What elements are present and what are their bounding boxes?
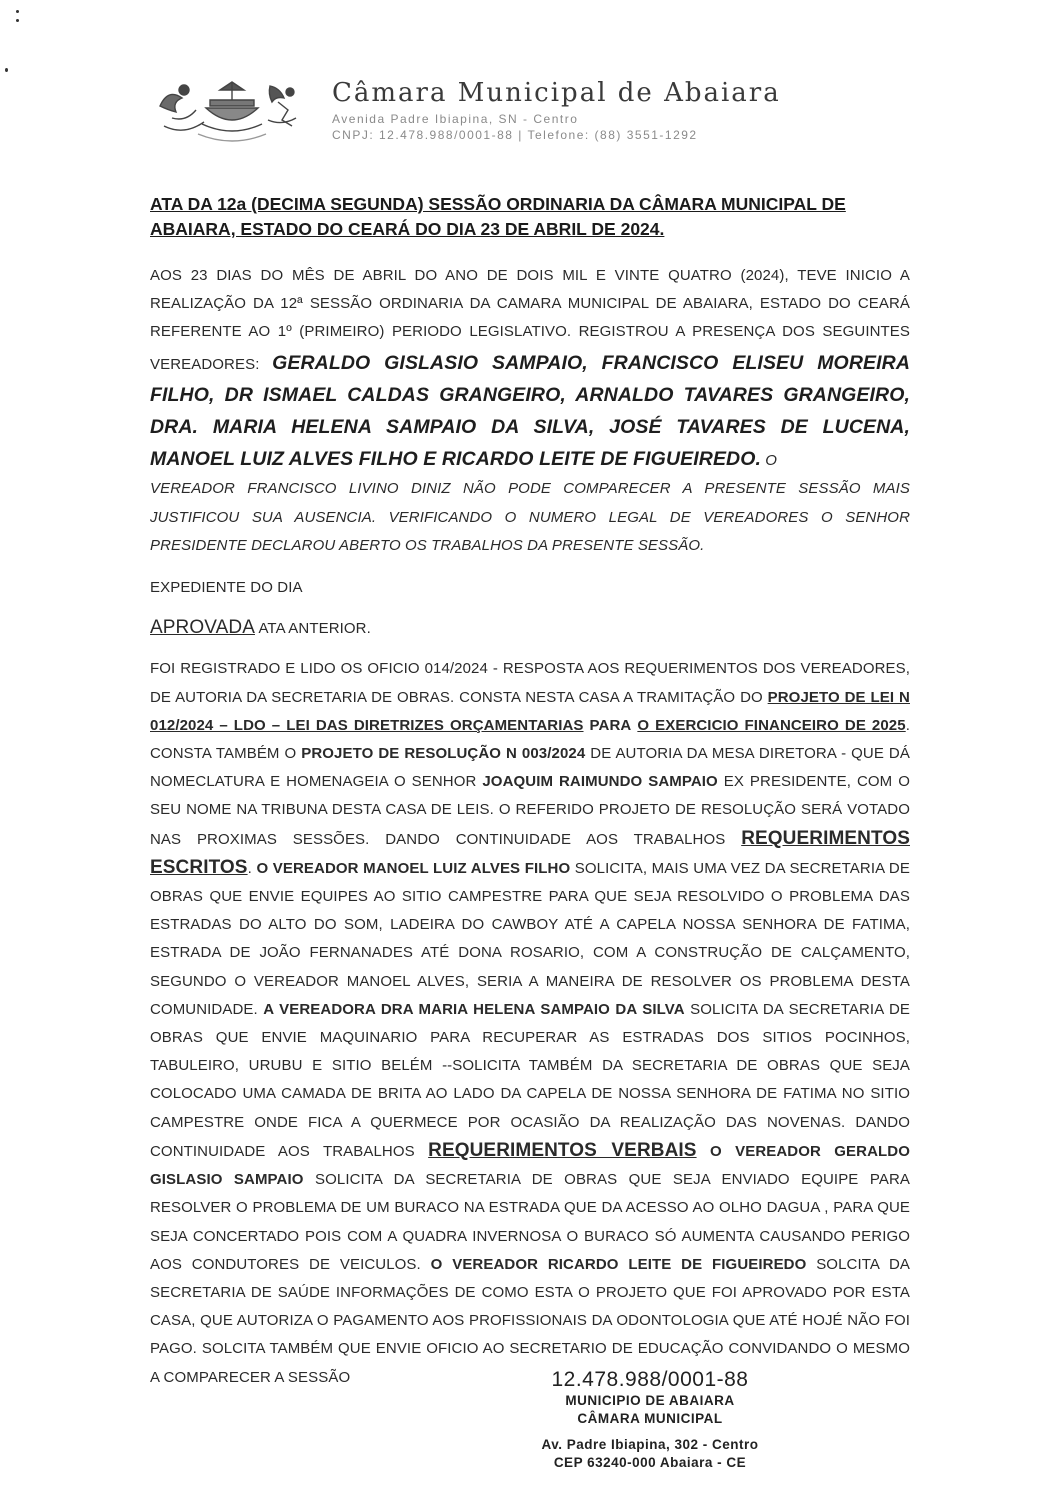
requerimentos-verbais-heading: REQUERIMENTOS VERBAIS [428, 1139, 697, 1161]
opening-text: AOS 23 DIAS DO MÊS DE ABRIL DO ANO DE DOIS MIL E VINTE QUATRO (2024), TEVE INICIO A REALIZAÇÃO DA 12ª SESSÃO ORDINARIA DA CAMARA MUNICIPAL DE ABAIARA, ESTADO DO CEARÁ REFERENTE AO 1º (PRIMEIRO) PERIODO LEGISLATIVO. REGISTROU A PRESENÇA DOS SEGUINTES VEREADORES: [150, 267, 910, 373]
aprovada-label: APROVADA [150, 617, 255, 639]
municipal-stamp [500, 1368, 800, 1472]
opening-connector: O [765, 452, 778, 470]
present-councillors: GERALDO GISLASIO SAMPAIO, FRANCISCO ELISEU MOREIRA FILHO, DR ISMAEL CALDAS GRANGEIRO, ARNALDO TAVARES GRANGEIRO, DRA. MARIA HELENA SAMPAIO DA SILVA, JOSÉ TAVARES DE LUCENA, MANOEL LUIZ ALVES FILHO E RICARDO LEITE DE FIGUEIREDO. [150, 351, 910, 471]
projeto-resolucao: PROJETO DE RESOLUÇÃO N 003/2024 [301, 745, 586, 763]
letterhead-address: Avenida Padre Ibiapina, SN - Centro [332, 112, 579, 126]
expediente-heading: EXPEDIENTE DO DIA [150, 579, 303, 597]
aprovada-text: ATA ANTERIOR. [258, 620, 371, 638]
main-text: . CONSTA TAMBÉM O [150, 716, 910, 763]
main-text: PARA [589, 716, 632, 734]
letterhead [150, 76, 910, 156]
exercicio-financeiro: O EXERCICIO FINANCEIRO DE 2025 [637, 716, 906, 734]
requerimentos-escritos-heading: REQUERIMENTOS ESCRITOS [150, 827, 910, 878]
main-text: DE AUTORIA DA MESA DIRETORA - QUE DÁ NOMECLATURA E HOMENAGEIA O SENHOR [150, 745, 910, 791]
main-text: SOLCITA DA SECRETARIA DE SAÚDE INFORMAÇÕES DE COMO ESTA O PROJETO QUE FOI APROVADO POR ESTA CASA, QUE AUTORIZA O PAGAMENTO AOS PROFISSIONAIS DA ODONTOLOGIA QUE ATÉ HOJÉ NÃO FOI PAGO. SOLCITA TAMBÉM QUE ENVIE OFICIO AO SECRETARIO DE EDUCAÇÃO CONVIDANDO O MESMO A COMPARECER A SESSÃO [150, 1255, 910, 1386]
vereador-geraldo: VEREADOR GERALDO GISLASIO SAMPAIO [150, 1142, 910, 1189]
letterhead-contact: CNPJ: 12.478.988/0001-88 | Telefone: (88) 3551-1292 [332, 128, 698, 142]
stamp-line-camara: CÂMARA MUNICIPAL [577, 1411, 723, 1426]
projeto-lei: PROJETO DE LEI N 012/2024 – LDO – LEI DAS DIRETRIZES ORÇAMENTARIAS [150, 688, 910, 734]
stamp-line-address: Av. Padre Ibiapina, 302 - Centro [541, 1437, 759, 1452]
document-body [150, 262, 910, 1392]
main-text: . [247, 859, 252, 877]
main-text: EX PRESIDENTE, COM O SEU NOME NA TRIBUNA DESTA CASA DE LEIS. O REFERIDO PROJETO DE RESOLUÇÃO SERÁ VOTADO NAS PROXIMAS SESSÕES. DANDO CONTINUIDADE AOS TRABALHOS [150, 773, 910, 848]
aprovada-line [150, 614, 910, 643]
scan-speck [5, 68, 8, 72]
vereadora-maria-helena: A VEREADORA DRA MARIA HELENA SAMPAIO DA SILVA [263, 1000, 685, 1018]
stamp-line-cep: CEP 63240-000 Abaiara - CE [553, 1455, 747, 1470]
scan-speck [16, 19, 19, 22]
main-text: FOI REGISTRADO E LIDO OS OFICIO 014/2024 - RESPOSTA AOS REQUERIMENTOS DOS VEREADORES, DE AUTORIA DA SECRETARIA DE OBRAS. CONSTA NESTA CASA A TRAMITAÇÃO DO [150, 660, 910, 706]
opening-paragraph [150, 262, 910, 475]
main-text: SOLICITA DA SECRETARIA DE OBRAS QUE ENVIE MAQUINARIO PARA RECUPERAR AS ESTRADAS DOS SITIOS POCINHOS, TABULEIRO, URUBU E SITIO BELÉM --SOLICITA TAMBÉM DA SECRETARIA DE OBRAS QUE SEJA COLOCADO UMA CAMADA DE BRITA AO LADO DA CAPELA DE NOSSA SENHORA DE FATIMA NO SITIO CAMPESTRE ONDE FICA A QUERMECE POR OCASIÃO DA REALIZAÇÃO DAS NOVENAS. DANDO CONTINUIDADE AOS TRABALHOS [150, 1000, 910, 1160]
main-text: . [253, 1000, 258, 1018]
document-title: ATA DA 12a (DECIMA SEGUNDA) SESSÃO ORDINARIA DA CÂMARA MUNICIPAL DE ABAIARA, ESTADO DO CEARÁ DO DIA 23 DE ABRIL DE 2024. [150, 194, 846, 239]
stamp-cnpj: 12.478.988/0001-88 [551, 1368, 749, 1391]
main-text: SOLICITA DA SECRETARIA DE OBRAS QUE SEJA ENVIADO EQUIPE PARA RESOLVER O PROBLEMA DE UM BURACO NA ESTRADA QUE DA ACESSO AO OLHO DAGUA , PARA QUE SEJA CONCERTADO POIS COM A QUADRA INVERNOSA O BURACO SÓ AUMENTA CAUSANDO PERIGO AOS CONDUTORES DE VEICULOS. [150, 1171, 910, 1273]
main-paragraph [150, 655, 910, 1391]
scan-speck [16, 10, 19, 13]
stamp-line-municipio: MUNICIPIO DE ABAIARA [565, 1393, 735, 1408]
absence-paragraph: VEREADOR FRANCISCO LIVINO DINIZ NÃO PODE COMPARECER A PRESENTE SESSÃO MAIS JUSTIFICOU SUA AUSENCIA. VERIFICANDO O NUMERO LEGAL DE VEREADORES O SENHOR PRESIDENTE DECLAROU ABERTO OS TRABALHOS DA PRESENTE SESSÃO. [150, 480, 910, 554]
honoree-name: JOAQUIM RAIMUNDO SAMPAIO [482, 773, 718, 791]
letterhead-title: Câmara Municipal de Abaiara [332, 78, 781, 108]
vereador-manoel: O VEREADOR MANOEL LUIZ ALVES FILHO [256, 859, 571, 877]
main-text: SOLICITA, MAIS UMA VEZ DA SECRETARIA DE OBRAS QUE ENVIE EQUIPES AO SITIO CAMPESTRE PARA QUE SEJA RESOLVIDO O PROBLEMA DAS ESTRADAS DO ALTO DO SOM, LADEIRA DO CAWBOY ATÉ A CAPELA NOSSA SENHORA DE FATIMA, ESTRADA DE JOÃO FERNANADES ATÉ DONA ROSARIO, COM A CONSTRUÇÃO DE CALÇAMENTO, SEGUNDO O VEREADOR MANOEL ALVES, SERIA A MANEIRA DE RESOLVER OS PROBLEMA DESTA COMUNIDADE [150, 859, 910, 1018]
vereador-ricardo: O VEREADOR RICARDO LEITE DE FIGUEIREDO [430, 1255, 807, 1273]
main-text: O [709, 1142, 722, 1160]
municipal-crest-icon [150, 76, 320, 146]
